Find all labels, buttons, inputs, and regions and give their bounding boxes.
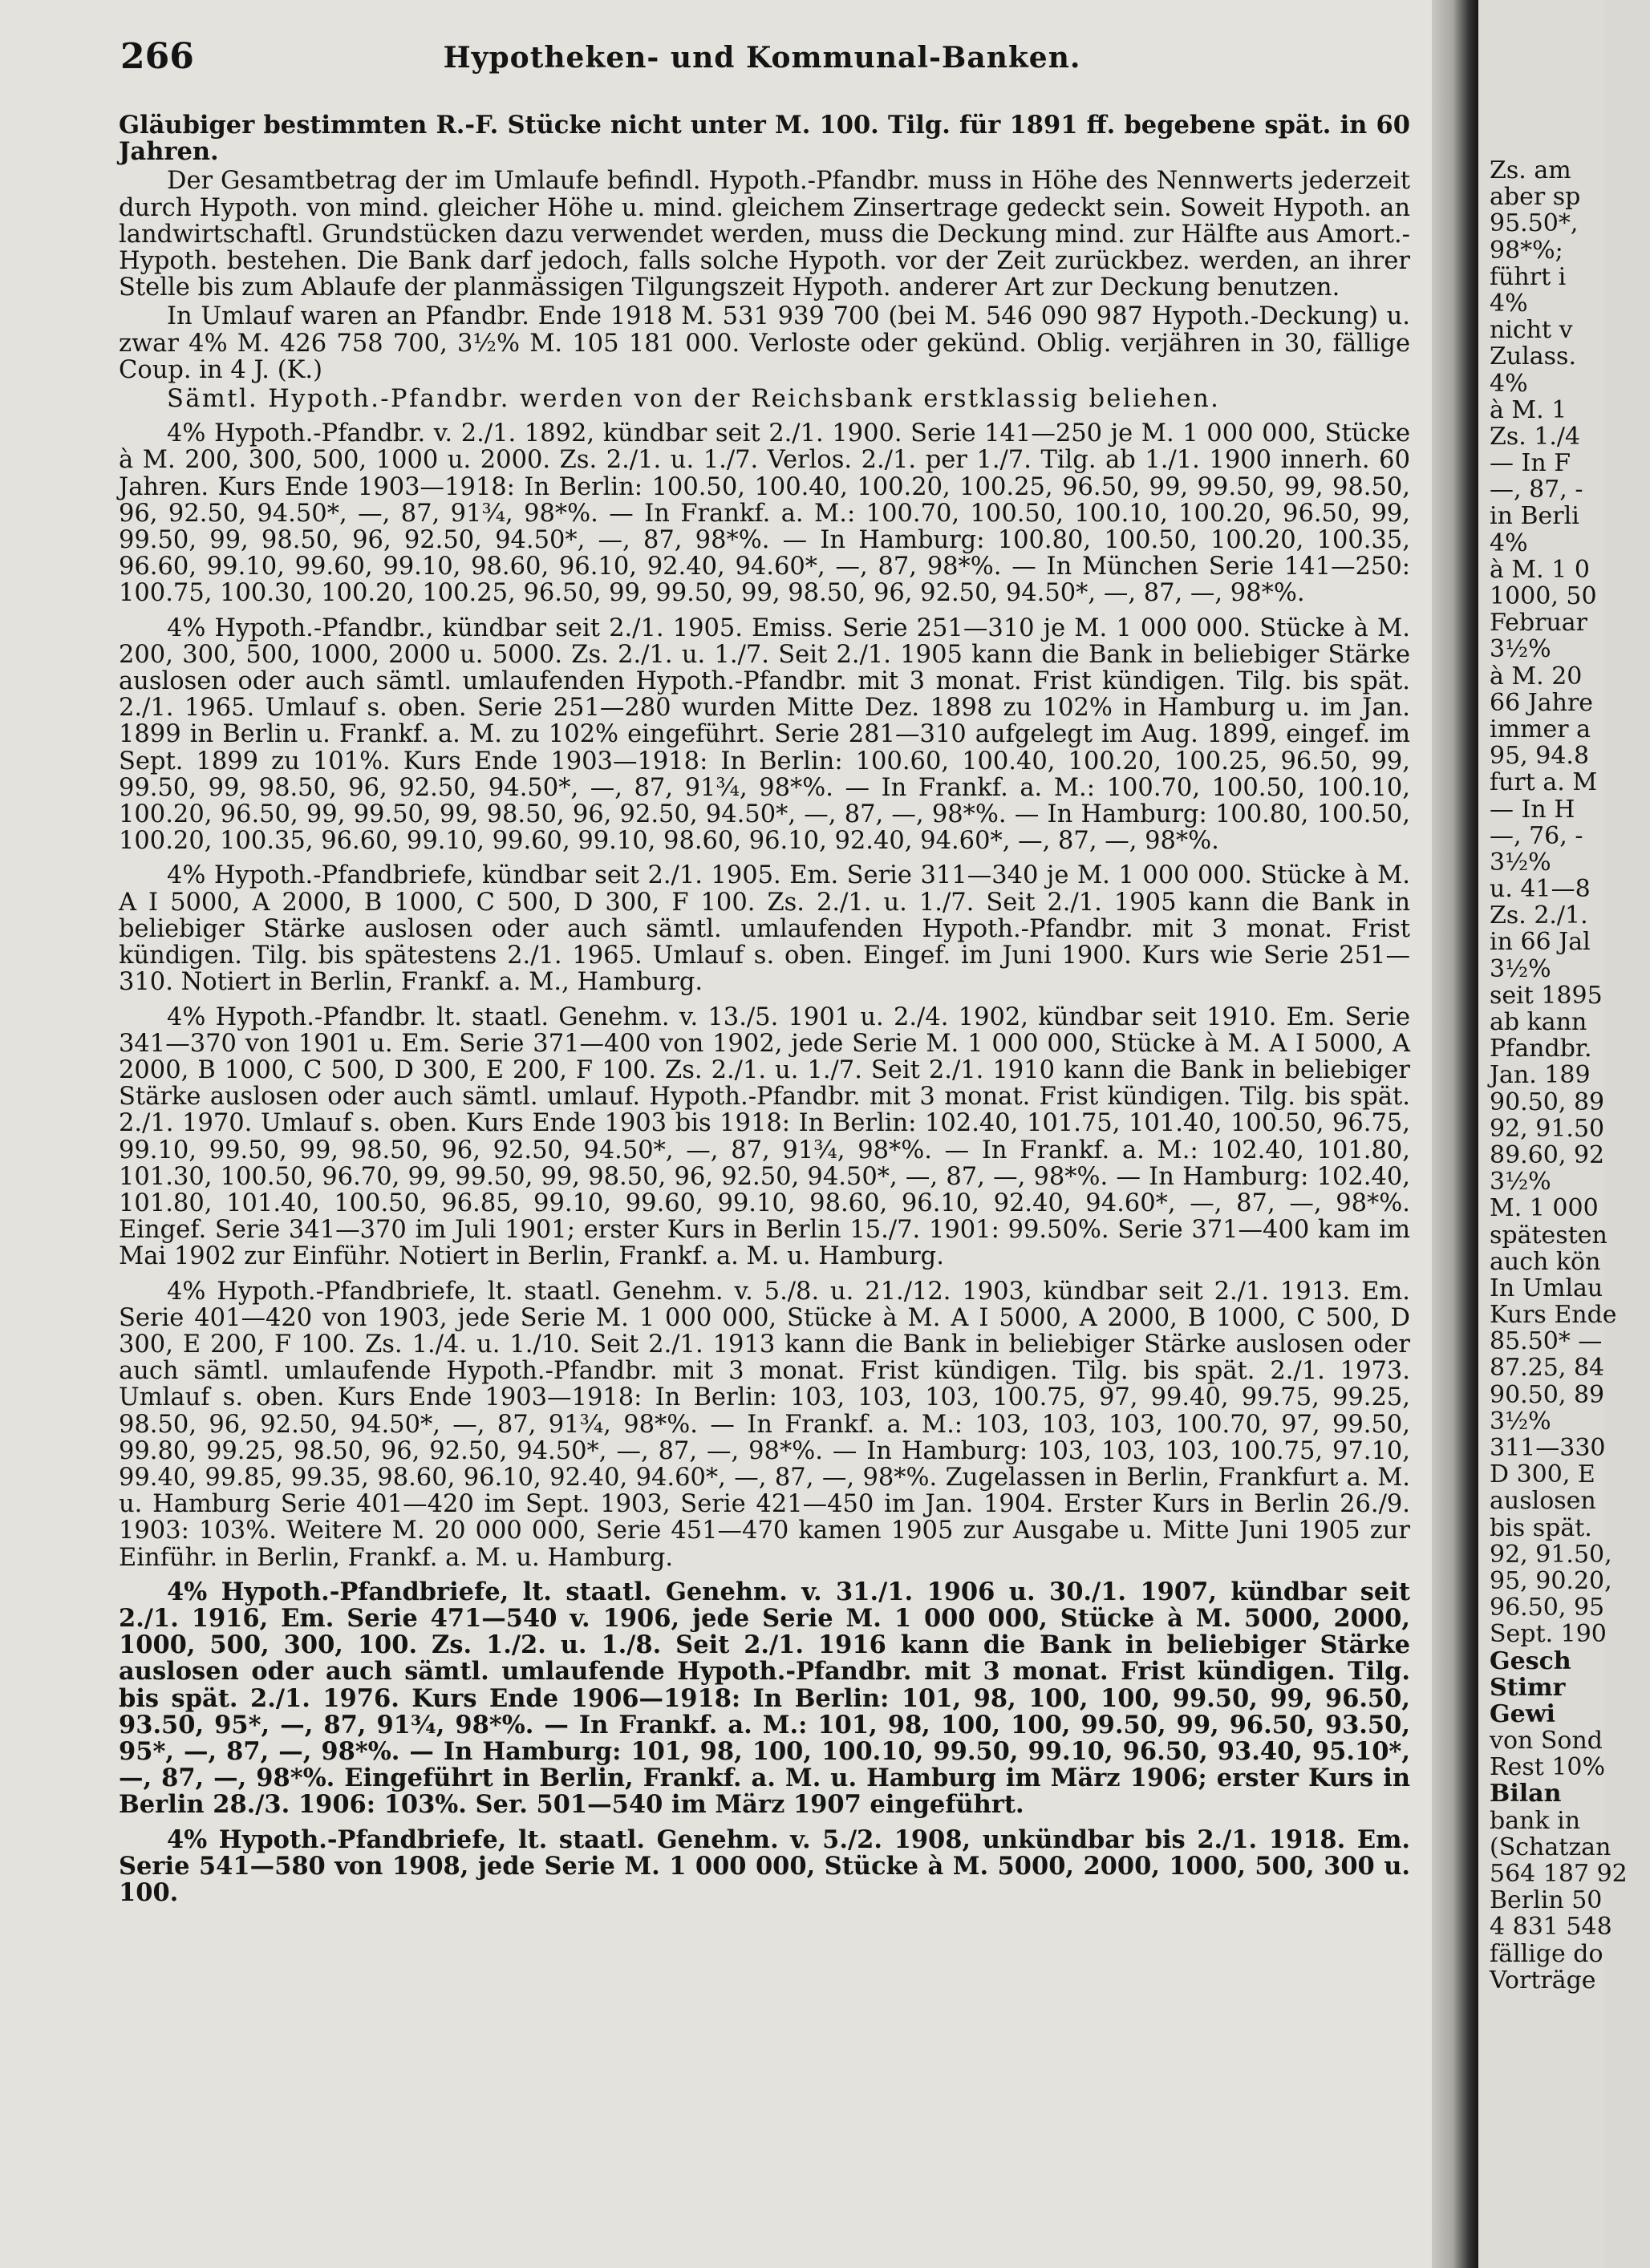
fragment-line: Jan. 189: [1490, 1061, 1591, 1090]
fragment-line: Zs. 1./4: [1490, 422, 1581, 451]
fragment-line: Februar: [1490, 609, 1588, 638]
fragment-line: 96.50, 95: [1490, 1594, 1605, 1622]
paragraph: 4% Hypoth.-Pfandbr., kündbar seit 2./1. 1905. Emiss. Serie 251—310 je M. 1 000 000. Stücke à M. 200, 300, 500, 1000, 2000 u. 5000. Zs. 2./1. u. 1./7. Seit 2./1. 1905 kann die Bank in beliebiger Stärke auslosen oder auch sämtl. umlaufenden Hypoth.-Pfandbr. mit 3 monat. Frist kündigen. Tilg. bis spät. 2./1. 1965. Umlauf s. oben. Serie 251—280 wurden Mitte Dez. 1898 zu 102% in Hamburg u. im Jan. 1899 in Berlin u. Frankf. a. M. zu 102% eingeführt. Serie 281—310 aufgelegt im Aug. 1899, eingef. im Sept. 1899 zu 101%. Kurs Ende 1903—1918: In Berlin: 100.60, 100.40, 100.20, 100.25, 96.50, 99, 99.50, 99, 98.50, 96, 92.50, 94.50*, —, 87, 91¾, 98*%. — In Frankf. a. M.: 100.70, 100.50, 100.10, 100.20, 96.50, 99, 99.50, 99, 98.50, 96, 92.50, 94.50*, —, 87, —, 98*%. — In Hamburg: 100.80, 100.50, 100.20, 100.35, 96.60, 99.10, 99.60, 99.10, 98.60, 96.10, 92.40, 94.60*, —, 87, —, 98*%.: [119, 614, 1410, 856]
fragment-line: auslosen: [1490, 1487, 1596, 1516]
fragment-line: 95, 94.8: [1490, 742, 1590, 771]
paragraph: Der Gesamtbetrag der im Umlaufe befindl. Hypoth.-Pfandbr. muss in Höhe des Nennwerts jederzeit durch Hypoth. von mind. gleicher Höhe u. mind. gleichem Zinsertrage gedeckt sein. Soweit Hypoth. an landwirtschaftl. Grundstücken dazu verwendet werden, muss die Deckung mind. zur Hälfte aus Amort.-Hypoth. bestehen. Die Bank darf jedoch, falls solche Hypoth. vor der Zeit zurückbez. werden, an ihrer Stelle bis zum Ablaufe der planmässigen Tilgungszeit Hypoth. anderer Art zur Deckung benutzen.: [119, 167, 1410, 302]
fragment-line: 4%: [1490, 529, 1528, 557]
document-body: [119, 112, 1410, 1909]
fragment-line: D 300, E: [1490, 1460, 1595, 1489]
fragment-line: u. 41—8: [1490, 875, 1591, 904]
page-number: 266: [120, 36, 194, 77]
page-header: [120, 36, 1404, 84]
paragraph: Gläubiger bestimmten R.-F. Stücke nicht unter M. 100. Tilg. für 1891 ff. begebene spät. in 60 Jahren.: [119, 111, 1410, 167]
fragment-line: spätesten: [1490, 1221, 1607, 1249]
fragment-line: von Sond: [1490, 1727, 1603, 1756]
paragraph: 4% Hypoth.-Pfandbriefe, kündbar seit 2./1. 1905. Em. Serie 311—340 je M. 1 000 000. Stücke à M. A I 5000, A 2000, B 1000, C 500, D 300, F 100. Zs. 2./1. u. 1./7. Seit 2./1. 1905 kann die Bank in beliebiger Stärke auslosen oder auch sämtl. umlaufenden Hypoth.-Pfandbr. mit 3 monat. Frist kündigen. Tilg. bis spätestens 2./1. 1965. Umlauf s. oben. Eingef. im Juni 1900. Kurs wie Serie 251—310. Notiert in Berlin, Frankf. a. M., Hamburg.: [119, 861, 1410, 997]
paragraph: 4% Hypoth.-Pfandbr. lt. staatl. Genehm. v. 13./5. 1901 u. 2./4. 1902, kündbar seit 1910. Em. Serie 341—370 von 1901 u. Em. Serie 371—400 von 1902, jede Serie M. 1 000 000, Stücke à M. A I 5000, A 2000, B 1000, C 500, D 300, E 200, F 100. Zs. 2./1. u. 1./7. Seit 2./1. 1910 kann die Bank in beliebiger Stärke auslosen oder auch sämtl. umlauf. Hypoth.-Pfandbr. mit 3 monat. Frist kündigen. Tilg. bis spät. 2./1. 1970. Umlauf s. oben. Kurs Ende 1903 bis 1918: In Berlin: 102.40, 101.75, 101.40, 100.50, 96.75, 99.10, 99.50, 99, 98.50, 96, 92.50, 94.50*, —, 87, 91¾, 98*%. — In Frankf. a. M.: 102.40, 101.80, 101.30, 100.50, 96.70, 99, 99.50, 99, 98.50, 96, 92.50, 94.50*, —, 87, —, 98*%. — In Hamburg: 102.40, 101.80, 101.40, 100.50, 96.85, 99.10, 99.60, 99.10, 98.60, 96.10, 92.40, 94.60*, —, 87, —, 98*%. Eingef. Serie 341—370 im Juli 1901; erster Kurs in Berlin 15./7. 1901: 99.50%. Serie 371—400 kam im Mai 1902 zur Einführ. Notiert in Berlin, Frankf. a. M. u. Hamburg.: [119, 1002, 1410, 1271]
fragment-line: Gewi: [1490, 1699, 1555, 1728]
fragment-line: 90.50, 89: [1490, 1087, 1605, 1116]
fragment-line: 3½%: [1490, 954, 1551, 983]
fragment-line: 87.25, 84: [1490, 1354, 1605, 1383]
paragraph: In Umlauf waren an Pfandbr. Ende 1918 M. 531 939 700 (bei M. 546 090 987 Hypoth.-Deckung) u. zwar 4% M. 426 758 700, 3½% M. 105 181 000. Verloste oder gekünd. Oblig. verjähren in 30, fällige Coup. in 4 J. (K.): [119, 302, 1410, 384]
fragment-line: Bilan: [1490, 1780, 1562, 1808]
fragment-line: auch kön: [1490, 1247, 1601, 1276]
fragment-line: ab kann: [1490, 1008, 1587, 1036]
fragment-line: Zulass.: [1490, 342, 1576, 371]
fragment-line: seit 1895: [1490, 981, 1603, 1010]
fragment-line: Sept. 190: [1490, 1620, 1607, 1649]
fragment-line: —, 87, -: [1490, 476, 1583, 504]
fragment-line: 90.50, 89: [1490, 1380, 1605, 1409]
fragment-line: furt a. M: [1490, 768, 1598, 797]
fragment-line: 4%: [1490, 289, 1528, 318]
fragment-line: 4 831 548: [1490, 1913, 1612, 1942]
fragment-line: Rest 10%: [1490, 1753, 1606, 1782]
right-page-text-column: [1490, 157, 1650, 1994]
paragraph: 4% Hypoth.-Pfandbriefe, lt. staatl. Genehm. v. 31./1. 1906 u. 30./1. 1907, kündbar seit 2./1. 1916, Em. Serie 471—540 v. 1906, jede Serie M. 1 000 000, Stücke à M. 5000, 2000, 1000, 500, 300, 100. Zs. 1./2. u. 1./8. Seit 2./1. 1916 kann die Bank in beliebiger Stärke auslosen oder auch sämtl. umlaufende Hypoth.-Pfandbr. mit 3 monat. Frist kündigen. Tilg. bis spät. 2./1. 1976. Kurs Ende 1906—1918: In Berlin: 101, 98, 100, 100, 99.50, 99, 96.50, 93.50, 95*, —, 87, 91¾, 98*%. — In Frankf. a. M.: 101, 98, 100, 100, 99.50, 99, 96.50, 93.50, 95*, —, 87, —, 98*%. — In Hamburg: 101, 98, 100, 100.10, 99.50, 99.10, 96.50, 93.40, 95.10*, —, 87, —, 98*%. Eingeführt in Berlin, Frankf. a. M. u. Hamburg im März 1906; erster Kurs in Berlin 28./3. 1906: 103%. Ser. 501—540 im März 1907 eingeführt.: [119, 1577, 1410, 1820]
fragment-line: in 66 Jal: [1490, 928, 1591, 957]
fragment-line: Gesch: [1490, 1646, 1571, 1675]
paragraph: Sämtl. Hypoth.-Pfandbr. werden von der Reichsbank erstklassig beliehen.: [167, 385, 1221, 414]
paragraph: 4% Hypoth.-Pfandbriefe, lt. staatl. Genehm. v. 5./2. 1908, unkündbar bis 2./1. 1918. Em. Serie 541—580 von 1908, jede Serie M. 1 000 000, Stücke à M. 5000, 2000, 1000, 500, 300 u. 100.: [119, 1825, 1410, 1907]
paragraph: 4% Hypoth.-Pfandbr. v. 2./1. 1892, kündbar seit 2./1. 1900. Serie 141—250 je M. 1 000 000, Stücke à M. 200, 300, 500, 1000 u. 2000. Zs. 2./1. u. 1./7. Verlos. 2./1. per 1./7. Tilg. ab 1./1. 1900 innerh. 60 Jahren. Kurs Ende 1903—1918: In Berlin: 100.50, 100.40, 100.20, 100.25, 96.50, 99, 99.50, 99, 98.50, 96, 92.50, 94.50*, —, 87, 91¾, 98*%. — In Frankf. a. M.: 100.70, 100.50, 100.10, 100.20, 96.50, 99, 99.50, 99, 98.50, 96, 92.50, 94.50*, —, 87, 98*%. — In Hamburg: 100.80, 100.50, 100.20, 100.35, 96.60, 99.10, 99.60, 99.10, 98.60, 96.10, 92.40, 94.60*, —, 87, 98*%. — In München Serie 141—250: 100.75, 100.30, 100.20, 100.25, 96.50, 99, 99.50, 99, 98.50, 96, 92.50, 94.50*, —, 87, —, 98*%.: [119, 419, 1410, 608]
fragment-line: bank in: [1490, 1806, 1581, 1835]
fragment-line: Berlin 50: [1490, 1886, 1603, 1915]
fragment-line: —, 76, -: [1490, 821, 1583, 850]
fragment-line: à M. 1 0: [1490, 555, 1590, 584]
fragment-line: 89.60, 92: [1490, 1140, 1605, 1169]
fragment-line: 92, 91.50,: [1490, 1540, 1612, 1569]
book-gutter: [1432, 0, 1478, 2268]
running-title: Hypotheken- und Kommunal-Banken.: [443, 41, 1081, 75]
fragment-line: 1000, 50: [1490, 582, 1597, 610]
fragment-line: 3½%: [1490, 1168, 1551, 1197]
fragment-line: fällige do: [1490, 1939, 1603, 1968]
fragment-line: Kurs Ende: [1490, 1301, 1617, 1330]
fragment-line: à M. 1: [1490, 395, 1567, 424]
fragment-line: 3½%: [1490, 1407, 1551, 1436]
fragment-line: 98*%;: [1490, 236, 1563, 265]
fragment-line: nicht v: [1490, 316, 1573, 345]
fragment-line: 4%: [1490, 369, 1528, 398]
fragment-line: In Umlau: [1490, 1274, 1603, 1302]
fragment-line: 85.50* —: [1490, 1327, 1603, 1356]
fragment-line: 3½%: [1490, 848, 1551, 877]
fragment-line: immer a: [1490, 715, 1591, 743]
fragment-line: 3½%: [1490, 635, 1551, 664]
fragment-line: Zs. am: [1490, 156, 1571, 184]
fragment-line: 95, 90.20,: [1490, 1566, 1612, 1595]
fragment-line: 564 187 92: [1490, 1860, 1628, 1888]
fragment-line: à M. 20: [1490, 662, 1583, 691]
fragment-line: — In H: [1490, 795, 1575, 824]
fragment-line: in Berli: [1490, 502, 1579, 531]
fragment-line: Vorträge: [1490, 1966, 1596, 1995]
fragment-line: führt i: [1490, 262, 1567, 291]
fragment-line: bis spät.: [1490, 1513, 1592, 1542]
fragment-line: Zs. 2./1.: [1490, 901, 1588, 930]
fragment-line: 311—330: [1490, 1434, 1606, 1462]
fragment-line: 92, 91.50: [1490, 1114, 1605, 1143]
fragment-line: Stimr: [1490, 1673, 1566, 1702]
right-page-fragment: [1478, 0, 1628, 2268]
paragraph: 4% Hypoth.-Pfandbriefe, lt. staatl. Genehm. v. 5./8. u. 21./12. 1903, kündbar seit 2./1. 1913. Em. Serie 401—420 von 1903, jede Serie M. 1 000 000, Stücke à M. A I 5000, A 2000, B 1000, C 500, D 300, E 200, F 100. Zs. 1./4. u. 1./10. Seit 2./1. 1913 kann die Bank in beliebiger Stärke auslosen oder auch sämtl. umlaufende Hypoth.-Pfandbr. mit 3 monat. Frist kündigen. Tilg. bis spät. 2./1. 1973. Umlauf s. oben. Kurs Ende 1903—1918: In Berlin: 103, 103, 103, 100.75, 97, 99.40, 99.75, 99.25, 98.50, 96, 92.50, 94.50*, —, 87, 91¾, 98*%. — In Frankf. a. M.: 103, 103, 103, 100.70, 97, 99.50, 99.80, 99.25, 98.50, 96, 92.50, 94.50*, —, 87, —, 98*%. — In Hamburg: 103, 103, 103, 100.75, 97.10, 99.40, 99.85, 99.35, 98.60, 96.10, 92.40, 94.60*, —, 87, —, 98*%. Zugelassen in Berlin, Frankfurt a. M. u. Hamburg Serie 401—420 im Sept. 1903, Serie 421—450 im Jan. 1904. Erster Kurs in Berlin 26./9. 1903: 103%. Weitere M. 20 000 000, Serie 451—470 kamen 1905 zur Ausgabe u. Mitte Juni 1905 zur Einführ. in Berlin, Frankf. a. M. u. Hamburg.: [119, 1277, 1410, 1572]
fragment-line: aber sp: [1490, 183, 1581, 212]
fragment-line: 95.50*,: [1490, 209, 1579, 238]
fragment-line: (Schatzan: [1490, 1833, 1611, 1861]
fragment-line: Pfandbr.: [1490, 1035, 1592, 1063]
fragment-line: M. 1 000: [1490, 1194, 1599, 1223]
fragment-line: 66 Jahre: [1490, 688, 1594, 717]
fragment-line: — In F: [1490, 449, 1571, 478]
